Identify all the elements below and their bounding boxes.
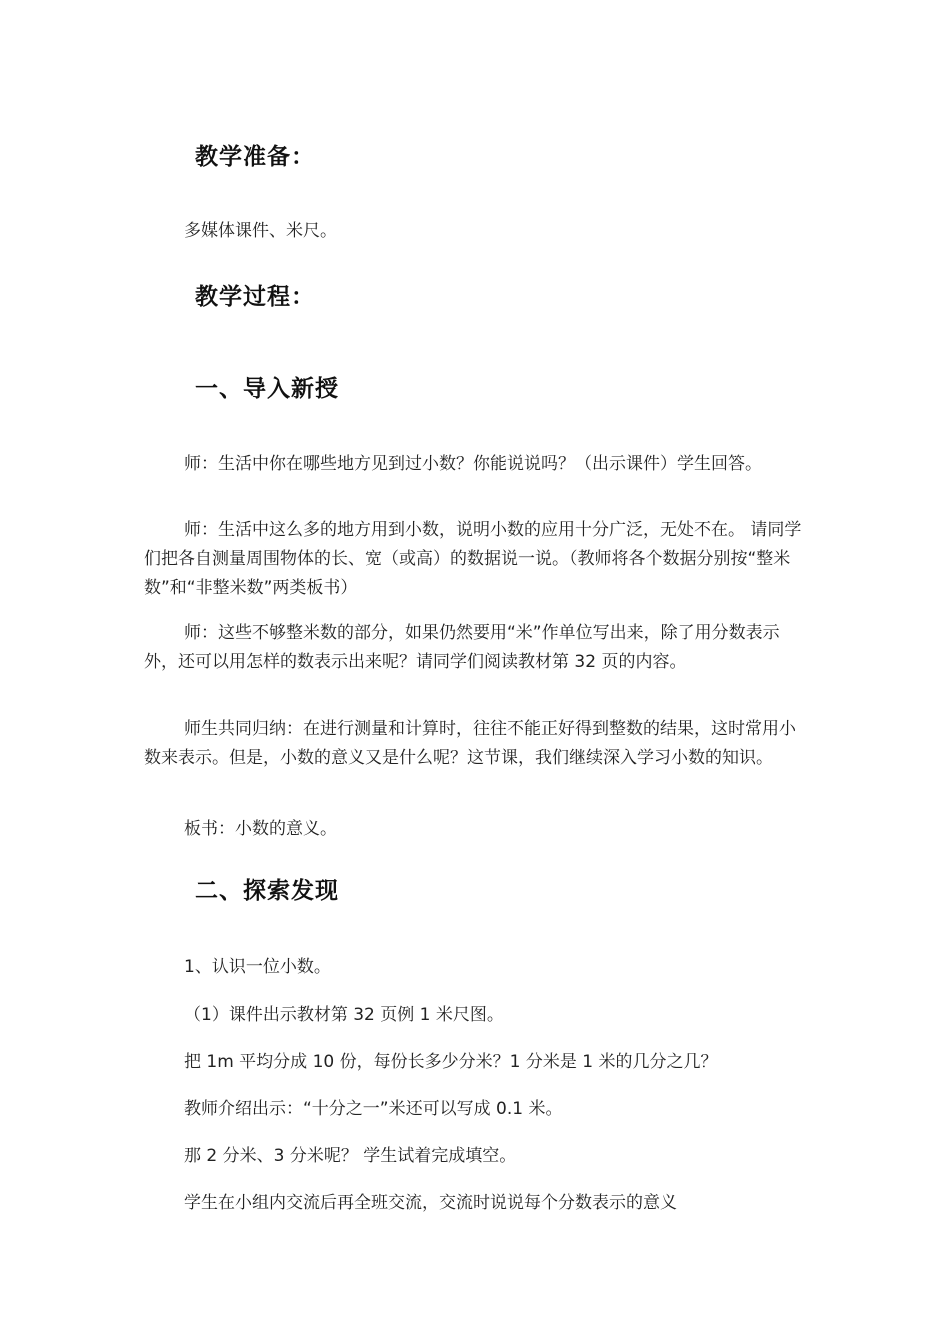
item-1: 1、认识一位小数。 — [184, 957, 331, 977]
paragraph-2: 师：生活中这么多的地方用到小数，说明小数的应用十分广泛，无处不在。 请同学们把各自测量周围物体的长、宽（或高）的数据说一说。（教师将各个数据分别按“整米数”和“非整米数”两类板书） — [144, 520, 802, 598]
teaching-prep-text: 多媒体课件、米尺。 — [184, 221, 337, 241]
part-one-heading: 一、导入新授 — [195, 376, 339, 402]
paragraph-4: 师生共同归纳：在进行测量和计算时，往往不能正好得到整数的结果，这时常用小数来表示。但是，小数的意义又是什么呢？这节课，我们继续深入学习小数的知识。 — [144, 719, 796, 768]
teaching-process-heading: 教学过程： — [195, 284, 315, 310]
teaching-prep-heading: 教学准备： — [195, 144, 315, 170]
item-2: （1）课件出示教材第 32 页例 1 米尺图。 — [184, 1005, 504, 1025]
item-5: 那 2 分米、3 分米呢？ 学生试着完成填空。 — [184, 1146, 517, 1166]
item-4: 教师介绍出示：“十分之一”米还可以写成 0.1 米。 — [184, 1099, 563, 1119]
item-3: 把 1m 平均分成 10 份，每份长多少分米？1 分米是 1 米的几分之几？ — [184, 1052, 718, 1072]
part-two-heading: 二、探索发现 — [195, 878, 339, 904]
paragraph-1: 师：生活中你在哪些地方见到过小数？你能说说吗？（出示课件）学生回答。 — [184, 454, 762, 474]
item-6: 学生在小组内交流后再全班交流，交流时说说每个分数表示的意义 — [184, 1193, 677, 1213]
paragraph-5: 板书：小数的意义。 — [184, 819, 337, 839]
paragraph-3: 师：这些不够整米数的部分，如果仍然要用“米”作单位写出来，除了用分数表示外，还可以用怎样的数表示出来呢？请同学们阅读教材第 32 页的内容。 — [144, 623, 780, 672]
